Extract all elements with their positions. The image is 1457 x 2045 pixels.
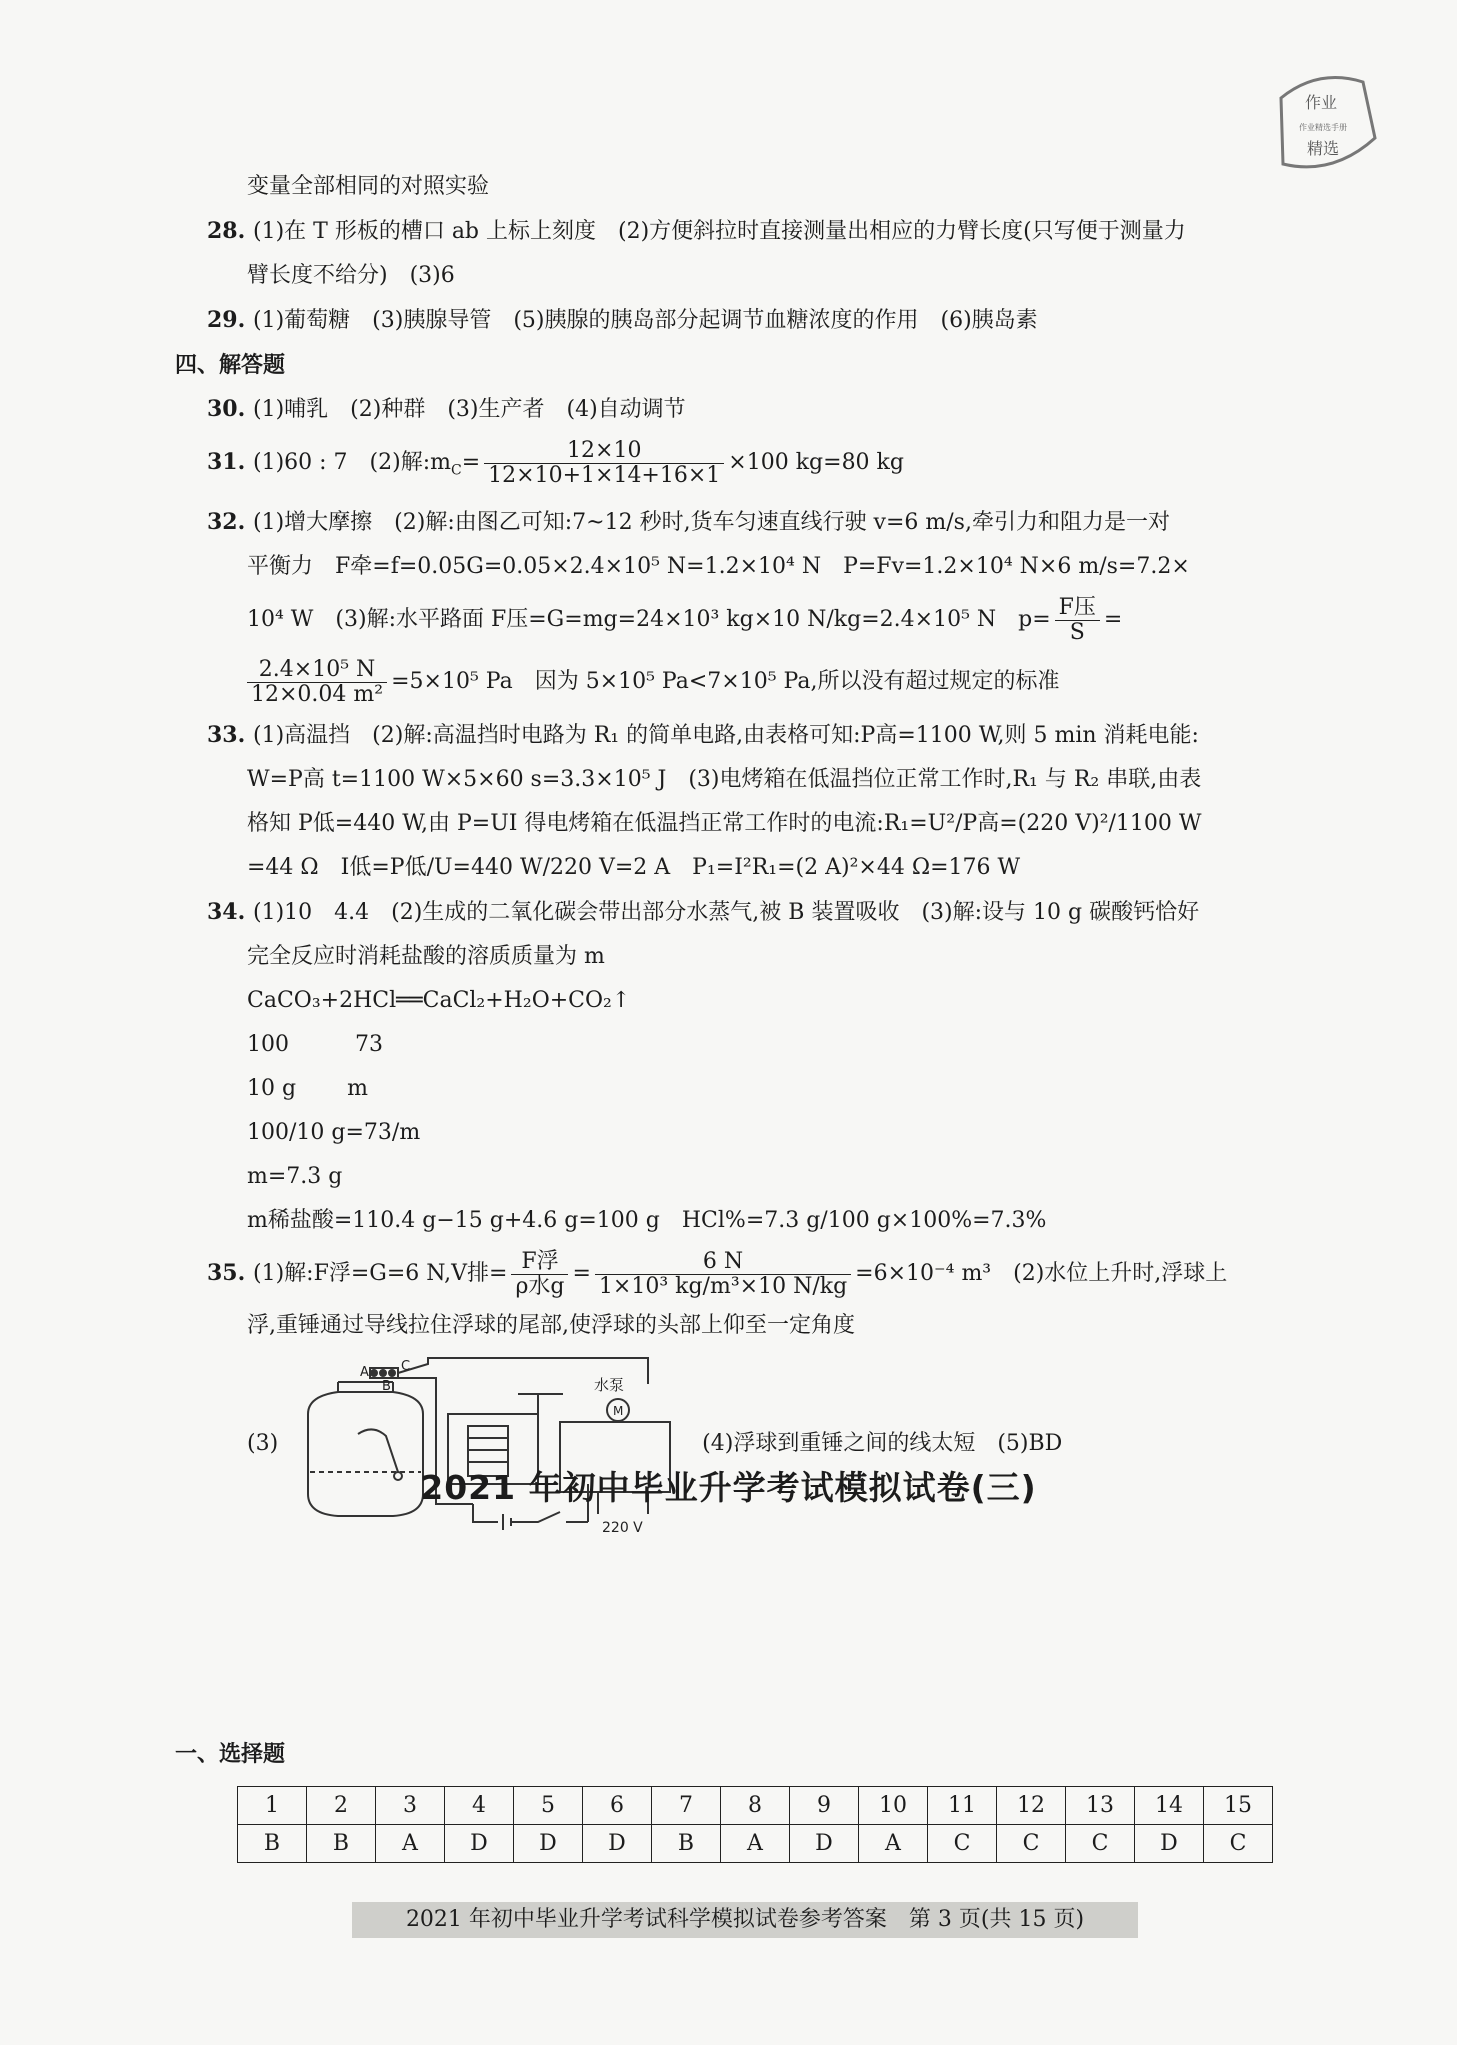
table-header-cell: 13 bbox=[1066, 1787, 1135, 1825]
answer-line: 平衡力 F牵=f=0.05G=0.05×2.4×10⁵ N=1.2×10⁴ N P=Fv=1.2×10⁴ N×6 m/s=7.2× bbox=[247, 554, 1190, 580]
table-cell: D bbox=[1135, 1825, 1204, 1863]
answer-text: (3) bbox=[247, 1431, 279, 1457]
question-29 bbox=[175, 298, 1315, 343]
table-header-cell: 4 bbox=[445, 1787, 514, 1825]
question-number: 31. bbox=[207, 449, 246, 475]
answer-text: (1)在 T 形板的槽口 ab 上标上刻度 (2)方便斜拉时直接测量出相应的力臂长度(只写便于测量力 bbox=[253, 219, 1186, 244]
answer-line: =44 Ω I低=P低/U=440 W/220 V=2 A P₁=I²R₁=(2 A)²×44 Ω=176 W bbox=[247, 855, 1021, 881]
question-34 bbox=[175, 890, 1315, 935]
table-cell: D bbox=[583, 1825, 652, 1863]
fraction-numerator: 12×10 bbox=[484, 439, 724, 464]
subscript: C bbox=[451, 462, 462, 479]
question-33 bbox=[175, 713, 1315, 758]
question-number: 34. bbox=[207, 899, 246, 926]
fraction-denominator: S bbox=[1069, 619, 1085, 645]
equals-sign: = bbox=[572, 1261, 591, 1287]
page-footer: 2021 年初中毕业升学考试科学模拟试卷参考答案 第 3 页(共 15 页) bbox=[352, 1902, 1138, 1938]
fraction-numerator: F压 bbox=[1055, 596, 1100, 621]
fraction-denominator: 1×10³ kg/m³×10 N/kg bbox=[598, 1273, 848, 1299]
table-cell: D bbox=[790, 1825, 859, 1863]
answer-line: m=7.3 g bbox=[247, 1164, 343, 1190]
fraction-numerator: 2.4×10⁵ N bbox=[247, 658, 387, 683]
section-heading: 一、选择题 bbox=[175, 1741, 286, 1767]
stamp-ring-text: 作业精选手册 bbox=[1299, 123, 1347, 132]
stamp-top-text: 作业 bbox=[1304, 93, 1338, 112]
table-cell: B bbox=[238, 1825, 307, 1863]
answer-table bbox=[237, 1786, 1273, 1863]
question-35 bbox=[175, 1243, 1315, 1304]
question-number: 33. bbox=[207, 722, 246, 749]
answer-line: 10 g m bbox=[247, 1076, 368, 1102]
table-cell: C bbox=[1066, 1825, 1135, 1863]
fraction bbox=[595, 1250, 851, 1299]
table-cell: D bbox=[445, 1825, 514, 1863]
table-cell: A bbox=[859, 1825, 928, 1863]
table-header-cell: 14 bbox=[1135, 1787, 1204, 1825]
table-row bbox=[238, 1787, 1273, 1825]
answer-line: 臂长度不给分) (3)6 bbox=[247, 263, 455, 288]
table-header-cell: 12 bbox=[997, 1787, 1066, 1825]
stamp-logo-icon bbox=[1263, 68, 1381, 180]
answer-line: W=P高 t=1100 W×5×60 s=3.3×10⁵ J (3)电烤箱在低温挡位正常工作时,R₁ 与 R₂ 串联,由表 bbox=[247, 767, 1202, 793]
table-header-cell: 9 bbox=[790, 1787, 859, 1825]
question-31 bbox=[175, 432, 1315, 500]
question-number: 28. bbox=[207, 218, 246, 244]
pump-label: 水泵 bbox=[594, 1376, 625, 1395]
label-b: B bbox=[382, 1379, 392, 1395]
answer-line: 格知 P低=440 W,由 P=UI 得电烤箱在低温挡正常工作时的电流:R₁=U²/P高=(220 V)²/1100 W bbox=[247, 811, 1202, 837]
table-header-cell: 2 bbox=[307, 1787, 376, 1825]
question-number: 35. bbox=[207, 1260, 246, 1287]
answer-line: 浮,重锤通过导线拉住浮球的尾部,使浮球的头部上仰至一定角度 bbox=[247, 1313, 855, 1339]
table-cell: B bbox=[307, 1825, 376, 1863]
answer-text: (1)60 : 7 (2)解:m bbox=[253, 450, 451, 475]
table-cell: A bbox=[721, 1825, 790, 1863]
question-number: 32. bbox=[207, 509, 246, 536]
answer-text: ×100 kg=80 kg bbox=[728, 450, 904, 475]
answer-text: (1)哺乳 (2)种群 (3)生产者 (4)自动调节 bbox=[253, 397, 686, 422]
answer-line: 100 73 bbox=[247, 1032, 383, 1058]
answer-line: 完全反应时消耗盐酸的溶质质量为 m bbox=[247, 944, 605, 970]
question-30 bbox=[175, 387, 1315, 432]
stamp-middle-text: 精选 bbox=[1306, 139, 1340, 158]
question-number: 29. bbox=[207, 307, 246, 333]
table-cell: B bbox=[652, 1825, 721, 1863]
equals-sign: = bbox=[461, 450, 481, 475]
question-32 bbox=[175, 500, 1315, 545]
table-cell: C bbox=[997, 1825, 1066, 1863]
table-cell: C bbox=[928, 1825, 997, 1863]
answer-line bbox=[175, 589, 1315, 651]
answer-text: (1)高温挡 (2)解:高温挡时电路为 R₁ 的简单电路,由表格可知:P高=1100 W,则 5 min 消耗电能: bbox=[253, 723, 1199, 749]
fraction bbox=[1055, 596, 1100, 645]
answer-line: 100/10 g=73/m bbox=[247, 1120, 421, 1146]
table-header-cell: 15 bbox=[1204, 1787, 1273, 1825]
table-row bbox=[238, 1825, 1273, 1863]
table-header-cell: 6 bbox=[583, 1787, 652, 1825]
question-28 bbox=[175, 209, 1315, 254]
table-header-cell: 10 bbox=[859, 1787, 928, 1825]
table-cell: C bbox=[1204, 1825, 1273, 1863]
answer-text: =5×10⁵ Pa 因为 5×10⁵ Pa<7×10⁵ Pa,所以没有超过规定的标准 bbox=[391, 669, 1060, 695]
answer-line: m稀盐酸=110.4 g−15 g+4.6 g=100 g HCl%=7.3 g/100 g×100%=7.3% bbox=[247, 1208, 1047, 1234]
table-header-cell: 5 bbox=[514, 1787, 583, 1825]
answer-text: (1)葡萄糖 (3)胰腺导管 (5)胰腺的胰岛部分起调节血糖浓度的作用 (6)胰岛素 bbox=[253, 308, 1038, 333]
answer-text: 10⁴ W (3)解:水平路面 F压=G=mg=24×10³ kg×10 N/kg=2.4×10⁵ N p= bbox=[247, 607, 1051, 633]
fraction-denominator: 12×10+1×14+16×1 bbox=[488, 462, 721, 488]
motor-label: M bbox=[613, 1404, 624, 1419]
fraction bbox=[484, 439, 724, 488]
answer-text: =6×10⁻⁴ m³ (2)水位上升时,浮球上 bbox=[855, 1261, 1228, 1287]
fraction-numerator: 6 N bbox=[595, 1250, 851, 1275]
chemical-equation: CaCO₃+2HCl══CaCl₂+H₂O+CO₂↑ bbox=[247, 988, 631, 1014]
table-header-cell: 11 bbox=[928, 1787, 997, 1825]
answer-text: (1)10 4.4 (2)生成的二氧化碳会带出部分水蒸气,被 B 装置吸收 (3)解:设与 10 g 碳酸钙恰好 bbox=[253, 900, 1200, 926]
answer-line bbox=[175, 651, 1315, 713]
section-heading: 四、解答题 bbox=[175, 352, 286, 378]
table-header-cell: 7 bbox=[652, 1787, 721, 1825]
fraction-denominator: ρ水g bbox=[515, 1273, 565, 1299]
equals-sign: = bbox=[1103, 607, 1123, 633]
voltage-label: 220 V bbox=[602, 1520, 643, 1535]
table-header-cell: 8 bbox=[721, 1787, 790, 1825]
fraction-numerator: F浮 bbox=[511, 1250, 568, 1275]
table-cell: D bbox=[514, 1825, 583, 1863]
label-c: C bbox=[401, 1359, 411, 1375]
question-number: 30. bbox=[207, 396, 246, 422]
answer-text: (1)增大摩擦 (2)解:由图乙可知:7~12 秒时,货车匀速直线行驶 v=6 m/s,牵引力和阻力是一对 bbox=[253, 510, 1170, 536]
fraction bbox=[247, 658, 387, 707]
table-header-cell: 1 bbox=[238, 1787, 307, 1825]
fraction-denominator: 12×0.04 m² bbox=[251, 681, 384, 707]
table-header-cell: 3 bbox=[376, 1787, 445, 1825]
fraction bbox=[511, 1250, 568, 1299]
answer-text: (1)解:F浮=G=6 N,V排= bbox=[253, 1261, 508, 1287]
label-a: A bbox=[360, 1365, 370, 1381]
answer-line: 变量全部相同的对照实验 bbox=[247, 174, 490, 199]
answer-text: (4)浮球到重锤之间的线太短 (5)BD bbox=[702, 1431, 1063, 1457]
table-cell: A bbox=[376, 1825, 445, 1863]
answer-content bbox=[175, 165, 1315, 1534]
page-title: 2021 年初中毕业升学考试模拟试卷(三) bbox=[420, 1468, 1037, 1507]
